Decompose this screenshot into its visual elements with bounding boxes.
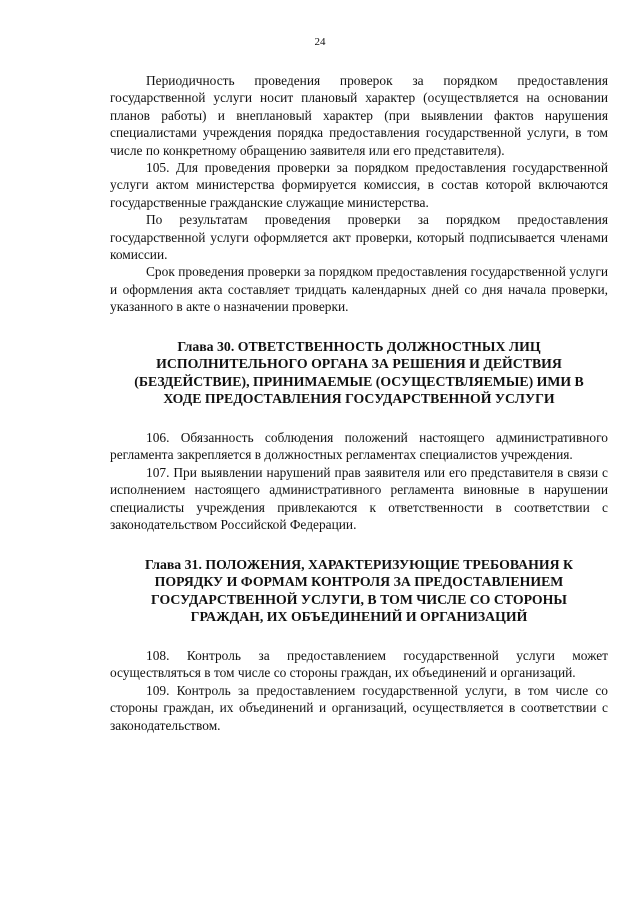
paragraph-inspection-term: Срок проведения проверки за порядком предоставления государственной услуги и оформления акта составляет тридцать календарных дней со дня начала проверки, указанного в акте о назначении проверки. <box>110 264 608 315</box>
spacer <box>110 626 608 647</box>
paragraph-inspection-results: По результатам проведения проверки за порядком предоставления государственной услуги оформляется акт проверки, который подписывается членами комиссии. <box>110 212 608 263</box>
spacer <box>110 316 608 338</box>
paragraph-inspection-periodicity: Периодичность проведения проверок за порядком предоставления государственной услуги носит плановый характер (осуществляется на основании планов работы) и внеплановый характер (при выявлении фактов нарушения специалистами учреждения порядка предоставления государственной услуги, в том числе по конкретному обращению заявителя или его представителя). <box>110 73 608 158</box>
paragraph-109: 109. Контроль за предоставлением государственной услуги, в том числе со стороны граждан, их объединений и организаций, осуществляется в соответствии с законодательством. <box>110 682 608 733</box>
paragraph-107: 107. При выявлении нарушений прав заявителя или его представителя в связи с исполнением настоящего административного регламента виновные в нарушении специалисты учреждения привлекаются к ответственности в соответствии с законодательством Российской Федерации. <box>110 464 608 533</box>
chapter-30-heading: Глава 30. ОТВЕТСТВЕННОСТЬ ДОЛЖНОСТНЫХ ЛИЦ ИСПОЛНИТЕЛЬНОГО ОРГАНА ЗА РЕШЕНИЯ И ДЕЙСТВИЯ (БЕЗДЕЙСТВИЕ), ПРИНИМАЕМЫЕ (ОСУЩЕСТВЛЯЕМЫЕ) ИМИ В ХОДЕ ПРЕДОСТАВЛЕНИЯ ГОСУДАРСТВЕННОЙ УСЛУГИ <box>134 338 584 407</box>
paragraph-105: 105. Для проведения проверки за порядком предоставления государственной услуги актом министерства формируется комиссия, в состав которой включаются государственные гражданские служащие министерства. <box>110 160 608 210</box>
spacer <box>110 408 608 429</box>
paragraph-108: 108. Контроль за предоставлением государственной услуги может осуществляться в том числе со стороны граждан, их объединений и организаций. <box>110 647 608 681</box>
page-content <box>110 72 608 734</box>
chapter-31-heading: Глава 31. ПОЛОЖЕНИЯ, ХАРАКТЕРИЗУЮЩИЕ ТРЕБОВАНИЯ К ПОРЯДКУ И ФОРМАМ КОНТРОЛЯ ЗА ПРЕДОСТАВЛЕНИЕМ ГОСУДАРСТВЕННОЙ УСЛУГИ, В ТОМ ЧИСЛЕ СО СТОРОНЫ ГРАЖДАН, ИХ ОБЪЕДИНЕНИЙ И ОРГАНИЗАЦИЙ <box>145 556 573 625</box>
page-number: 24 <box>314 36 326 48</box>
paragraph-106: 106. Обязанность соблюдения положений настоящего административного регламента закрепляется в должностных регламентах специалистов учреждения. <box>110 430 608 463</box>
spacer <box>110 534 608 556</box>
